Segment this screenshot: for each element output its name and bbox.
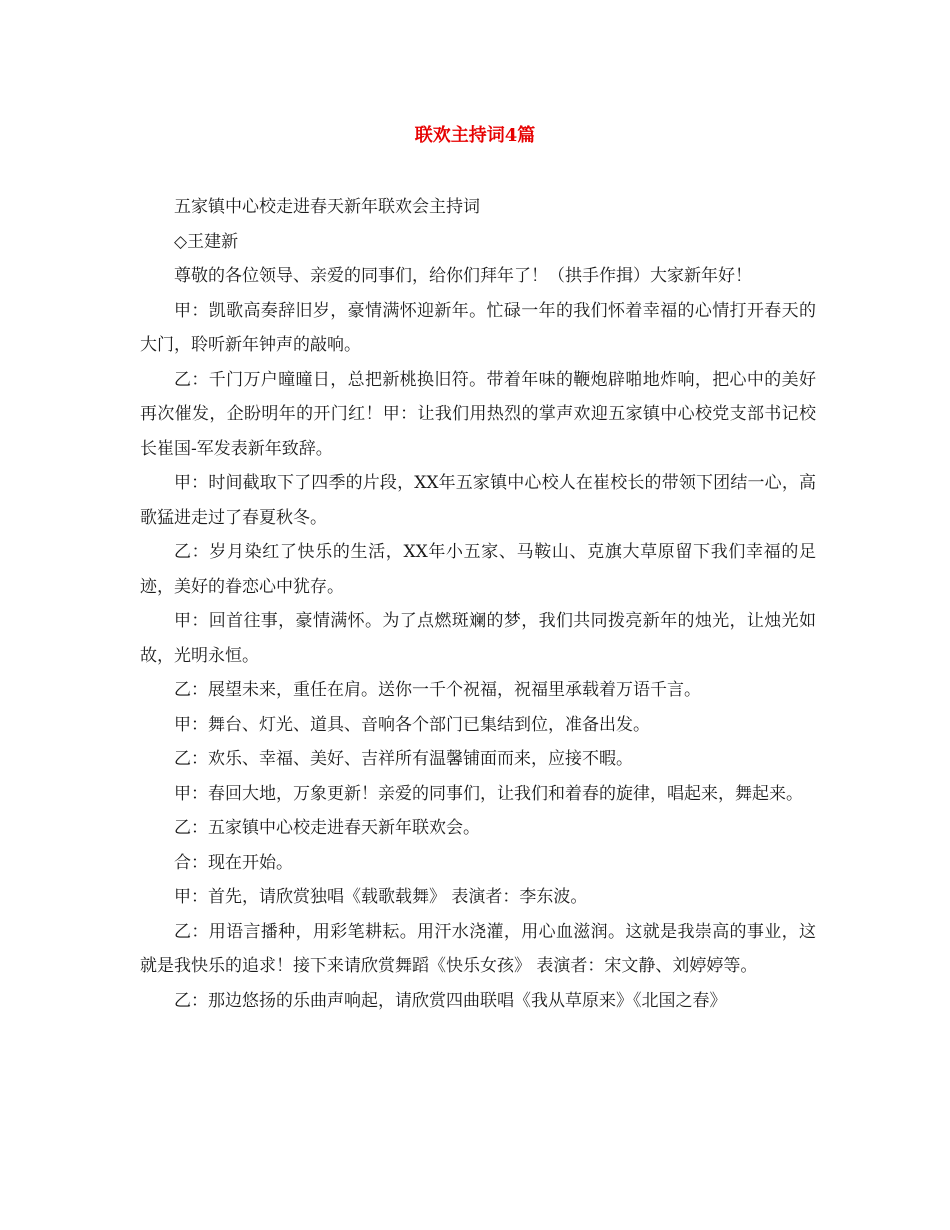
- paragraph: 五家镇中心校走进春天新年联欢会主持词: [174, 197, 480, 217]
- paragraph: 乙：展望未来，重任在肩。送你一千个祝福，祝福里承载着万语千言。: [174, 680, 701, 700]
- paragraph: 乙：欢乐、幸福、美好、吉祥所有温馨铺面而来，应接不暇。: [174, 749, 633, 769]
- paragraph: 乙：那边悠扬的乐曲声响起，请欣赏四曲联唱《我从草原来》《北国之春》: [174, 990, 727, 1011]
- paragraph: 乙：千门万户曈曈日，总把新桃换旧符。带着年味的鞭炮辟啪地炸响，把心中的美好再次催发，企盼明年的开门红！甲：让我们用热烈的掌声欢迎五家镇中心校党支部书记校长崔国-军发表新年致辞。: [140, 369, 816, 459]
- paragraph: 甲：首先，请欣赏独唱《载歌载舞》 表演者：李东波。: [174, 887, 588, 907]
- paragraph: 甲：舞台、灯光、道具、音响各个部门已集结到位，准备出发。: [174, 714, 650, 735]
- paragraph: 甲：时间截取下了四季的片段，XX年五家镇中心校人在崔校长的带领下团结一心，高歌猛进走过了春夏秋冬。: [140, 473, 816, 528]
- paragraph: 尊敬的各位领导、亲爱的同事们，给你们拜年了！（拱手作揖）大家新年好！: [174, 266, 752, 286]
- paragraph: 乙：岁月染红了快乐的生活，XX年小五家、马鞍山、克旗大草原留下我们幸福的足迹，美好的眷恋心中犹存。: [140, 542, 816, 597]
- paragraph: 甲：春回大地，万象更新！亲爱的同事们，让我们和着春的旋律，唱起来，舞起来。: [174, 783, 803, 804]
- paragraph: ◇王建新: [174, 231, 239, 252]
- paragraph: 甲：回首往事，豪情满怀。为了点燃斑斓的梦，我们共同拨亮新年的烛光，让烛光如故，光明永恒。: [140, 611, 816, 666]
- paragraph: 甲：凯歌高奏辞旧岁，豪情满怀迎新年。忙碌一年的我们怀着幸福的心情打开春天的大门，聆听新年钟声的敲响。: [140, 300, 816, 355]
- paragraph: 合：现在开始。: [174, 852, 293, 873]
- document-title: 联欢主持词4篇: [414, 125, 536, 146]
- document-body: [140, 190, 816, 1018]
- paragraph: 乙：用语言播种，用彩笔耕耘。用汗水浇灌，用心血滋润。这就是我崇高的事业，这就是我快乐的追求！接下来请欣赏舞蹈《快乐女孩》 表演者：宋文静、刘婷婷等。: [140, 921, 816, 976]
- paragraph: 乙：五家镇中心校走进春天新年联欢会。: [174, 818, 480, 838]
